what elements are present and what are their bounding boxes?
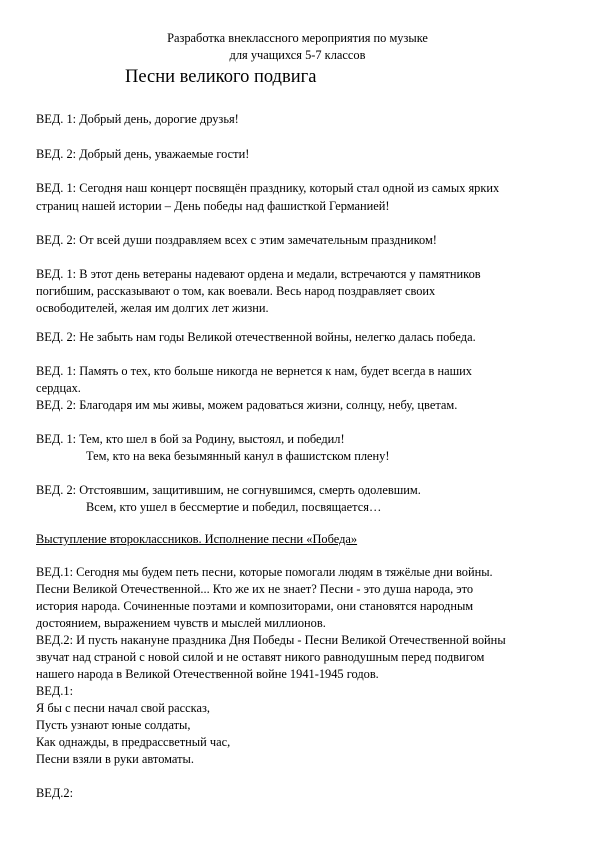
header-line-1: Разработка внеклассного мероприятия по музыке [167,31,428,45]
text-line: достоянием, выражением чувств и мыслей миллионов. [36,616,326,630]
text-line: ВЕД. 1: Тем, кто шел в бой за Родину, выстоял, и победил! [36,432,345,446]
text-line: ВЕД. 2: Отстоявшим, защитившим, не согнувшимся, смерть одолевшим. [36,483,421,497]
text-line: звучат над страной с новой силой и не оставят никого равнодушным перед подвигом [36,650,485,664]
text-line: ВЕД. 2: Благодаря им мы живы, можем радоваться жизни, солнцу, небу, цветам. [36,398,458,412]
text-line: история народа. Сочиненные поэтами и композиторами, они становятся народным [36,599,474,613]
text-line: Всем, кто ушел в бессмертие и победил, посвящается… [86,500,382,514]
text-line: ВЕД. 2: Не забыть нам годы Великой отечественной войны, нелегко далась победа. [36,330,476,344]
text-line: сердцах. [36,381,81,395]
text-line: ВЕД.1: Сегодня мы будем петь песни, которые помогали людям в тяжёлые дни войны. [36,565,493,579]
text-line: ВЕД. 1: Добрый день, дорогие друзья! [36,112,239,126]
text-line: освободителей, желая им долгих лет жизни. [36,301,269,315]
text-line: ВЕД. 1: Память о тех, кто больше никогда не вернется к нам, будет всегда в наших [36,364,473,378]
poem-line: Я бы с песни начал свой рассказ, [36,701,210,715]
text-line: нашего народа в Великой Отечественной войне 1941-1945 годов. [36,667,379,681]
text-line: ВЕД. 2: Добрый день, уважаемые гости! [36,147,250,161]
poem-line: Как однажды, в предрассветный час, [36,735,231,749]
text-line: ВЕД.1: [36,684,74,698]
text-line: погибшим, рассказывают о том, как воевали. Весь народ поздравляет своих [36,284,436,298]
text-line: Песни Великой Отечественной... Кто же их не знает? Песни - это душа народа, это [36,582,474,596]
text-line: ВЕД. 1: В этот день ветераны надевают ордена и медали, встречаются у памятников [36,267,481,281]
text-line: ВЕД. 2: От всей души поздравляем всех с этим замечательным праздником! [36,233,437,247]
text-line: Тем, кто на века безымянный канул в фашистском плену! [86,449,390,463]
text-line: ВЕД. 1: Сегодня наш концерт посвящён празднику, который стал одной из самых ярких [36,181,500,195]
text-line: ВЕД.2: И пусть накануне праздника Дня Победы - Песни Великой Отечественной войны [36,633,506,647]
document-title: Песни великого подвига [125,67,317,87]
text-line: страниц нашей истории – День победы над фашисткой Германией! [36,199,390,213]
header-line-2: для учащихся 5-7 классов [229,48,366,62]
section-heading: Выступление второклассников. Исполнение песни «Победа» [36,532,358,546]
text-line: ВЕД.2: [36,786,74,800]
poem-line: Песни взяли в руки автоматы. [36,752,194,766]
poem-line: Пусть узнают юные солдаты, [36,718,191,732]
